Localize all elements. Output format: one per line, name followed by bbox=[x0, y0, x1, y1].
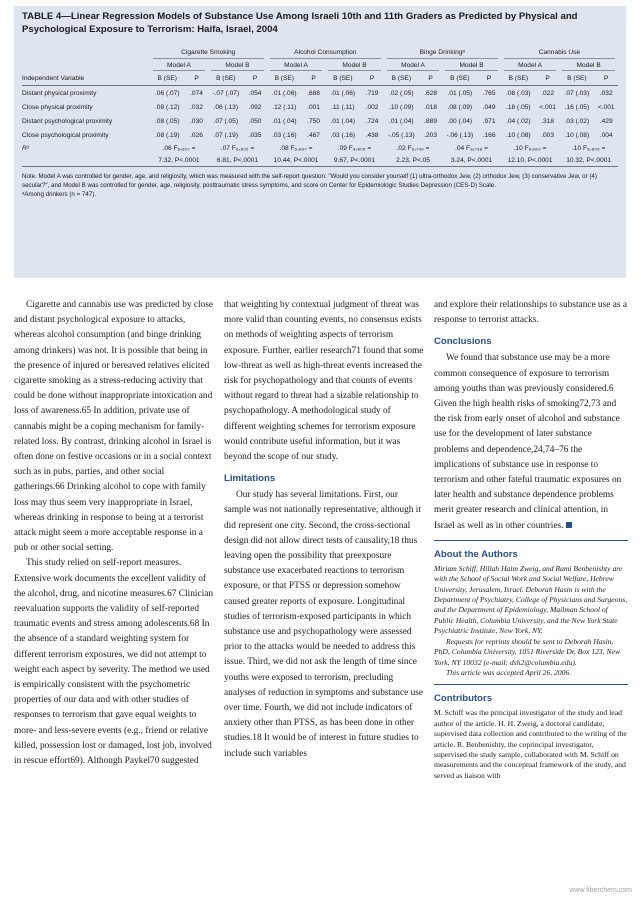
about-authors-heading: About the Authors bbox=[434, 548, 518, 560]
contributors-text: M. Schiff was the principal investigator of the study and lead author of the article. H. H. Zweig, a doctoral candidate, supervised data collection and contributed to the writing of the article. R. Benbenishty, the coprincipal investigator, supervised the study sample, collaborated with M. Schiff on measurements and the conceptual framework of the study, and served as liaison with bbox=[434, 708, 627, 780]
stat-header: P bbox=[243, 72, 266, 86]
model-header: Model B bbox=[325, 60, 384, 72]
table-cell: .08 (.12) bbox=[154, 103, 180, 111]
f-statistic-cell: 10.32, P<.0001 bbox=[559, 154, 618, 167]
paragraph: Cigarette and cannabis use was predicted by close and distant psychological exposure to attacks, whereas alcohol consumption (and binge drinking among drinkers) was not. It is possible that being in the presence of injured or bereaved relatives elicited cigarette smoking as a stress-reducing activity that could be done without inappropriate intoxication and loss of awareness.65 In addition, private use of cannabis might be a coping mechanism for family-related loss. By contrast, drinking alcohol in Israel is often done on festive occasions or in a social context such as in pubs, parties, and other social gatherings.66 Drinking alcohol to cope with family loss may thus seem very inappropriate in Israel, whereas drinking in response to being at a terrorist attack might seem a more acceptable response in a pub or other social setting. bbox=[14, 300, 214, 554]
accepted-text: This article was accepted April 26, 2006. bbox=[446, 667, 572, 677]
table-cell: .08 (.09) bbox=[447, 103, 473, 111]
table-cell: .026 bbox=[190, 131, 203, 139]
table-cell: .050 bbox=[248, 117, 262, 125]
table-cell: .003 bbox=[541, 131, 555, 139]
table-cell: .03 (.16) bbox=[330, 131, 356, 139]
table-cell: .628 bbox=[424, 89, 437, 97]
table-cell: .07 (.05) bbox=[213, 117, 239, 125]
table-cell: .467 bbox=[307, 131, 320, 139]
stat-header: P bbox=[477, 72, 500, 86]
f-statistic-cell: 7.32, P<.0001 bbox=[150, 154, 209, 167]
table-cell: <.001 bbox=[597, 103, 615, 111]
f-statistic-cell: 9.67, P<.0001 bbox=[325, 154, 384, 167]
table-cell: .719 bbox=[365, 89, 379, 97]
model-header: Model A bbox=[384, 60, 443, 72]
table-cell: -.06 (.13) bbox=[446, 131, 474, 139]
table-title: TABLE 4—Linear Regression Models of Substance Use Among Israeli 10th and 11th Graders as Predicted by Physical and Psychological Exposure to Terrorism: Haifa, Israel, 2004 bbox=[22, 11, 578, 35]
table-cell: .10 (.08) bbox=[506, 131, 531, 139]
table-cell: .018 bbox=[424, 103, 437, 111]
r-squared-row bbox=[22, 142, 618, 154]
table-cell: .07 (.03) bbox=[564, 89, 590, 97]
table-cell: .03 (.16) bbox=[272, 131, 297, 139]
stat-header: B (SE) bbox=[442, 72, 477, 86]
table-cell: .030 bbox=[190, 117, 203, 125]
table-cell: .032 bbox=[190, 103, 203, 111]
table-cell: .166 bbox=[482, 131, 496, 139]
watermark: www.fiberchem.com bbox=[569, 887, 632, 894]
stat-header: P bbox=[419, 72, 442, 86]
article-column-1 bbox=[14, 298, 214, 769]
model-header: Model B bbox=[208, 60, 267, 72]
model-header: Model B bbox=[442, 60, 501, 72]
table-row bbox=[22, 114, 618, 128]
paragraph: This study relied on self-report measures. Extensive work documents the excellent validity of the alcohol, drug, and nicotine measures.67 Clinician reevaluation supports the validity of self-reported traumatic events and stress among adolescents.68 In the absence of a standard weighting system for different terrorism exposures, we did not attempt to weight each aspect by severity. The method we used is empirically consistent with the psychometric properties of our data and with other studies of responses to terrorism that gave equal weights to more- and less-severe events (e.g., friend or relative killed, possession lost or damaged, lost job, involved in rescue effort69). Although Paykel70 suggested bbox=[14, 558, 214, 767]
stat-header: P bbox=[360, 72, 383, 86]
table-cell: <.001 bbox=[539, 103, 556, 111]
table-footnote: ᵃAmong drinkers (n = 747). bbox=[22, 191, 97, 198]
table-cell: .889 bbox=[424, 117, 437, 125]
f-statistic-cell: 10.44, P<.0001 bbox=[267, 154, 326, 167]
table-cell: .049 bbox=[482, 103, 496, 111]
table-cell: .438 bbox=[365, 131, 379, 139]
r-squared-cell: .06 F₆,₈₀₇ = bbox=[162, 144, 196, 152]
regression-table-box bbox=[14, 6, 626, 278]
table-cell: .06 (.13) bbox=[213, 103, 239, 111]
stat-header: B (SE) bbox=[150, 72, 185, 86]
model-header: Model B bbox=[559, 60, 618, 72]
table-cell: .02 (.05) bbox=[389, 89, 414, 97]
regression-table bbox=[22, 48, 618, 167]
conclusions-heading: Conclusions bbox=[434, 336, 492, 348]
table-cell: .11 (.11) bbox=[331, 103, 355, 111]
stat-header: P bbox=[594, 72, 618, 86]
model-header: Model A bbox=[150, 60, 209, 72]
variable-label: Close psychological proximity bbox=[22, 131, 109, 139]
model-header: Model A bbox=[501, 60, 560, 72]
table-cell: .765 bbox=[482, 89, 496, 97]
outcome-header: Alcohol Consumption bbox=[267, 48, 384, 60]
table-cell: .04 (.02) bbox=[506, 117, 531, 125]
stat-header: B (SE) bbox=[267, 72, 302, 86]
r-squared-label: R² bbox=[22, 144, 29, 152]
stat-header: B (SE) bbox=[501, 72, 536, 86]
table-body bbox=[22, 86, 618, 143]
r-squared-cell: .09 F₈,₈₀₅ = bbox=[337, 144, 372, 152]
table-cell: .022 bbox=[541, 89, 555, 97]
article-column-3 bbox=[434, 298, 628, 781]
table-cell: .035 bbox=[248, 131, 262, 139]
table-cell: .01 (.04) bbox=[389, 117, 414, 125]
outcome-header: Binge Drinkingᵃ bbox=[384, 48, 501, 60]
table-row bbox=[22, 128, 618, 142]
outcome-header: Cigarette Smoking bbox=[150, 48, 267, 60]
r-squared-cell: .02 F₆,₇₄₀ = bbox=[396, 144, 430, 152]
article-column-2 bbox=[224, 298, 424, 762]
table-cell: .092 bbox=[248, 103, 262, 111]
table-row bbox=[22, 100, 618, 114]
stat-header: B (SE) bbox=[325, 72, 360, 86]
table-cell: .16 (.05) bbox=[564, 103, 590, 111]
r-squared-cell: .04 F₈,₇₃₈ = bbox=[455, 144, 489, 152]
paragraph: that weighting by contextual judgment of threat was more valid than counting events, no consensus exists on methods of weighting aspects of terrorism exposure. Further, earlier research71 found that some low-threat as well as high-threat events increased the risk for psychopathology and that counts of events without regard to threat had a sizable relationship to psychopathology. A methodological study of different weighting schemes for terrorism exposure would contribute useful information, but it was beyond the scope of our study. bbox=[224, 300, 424, 463]
table-cell: .00 (.04) bbox=[447, 117, 473, 125]
table-cell: .01 (.05) bbox=[447, 89, 473, 97]
r-squared-cell: .07 F₈,₈₀₅ = bbox=[220, 144, 255, 152]
stat-header: P bbox=[185, 72, 208, 86]
variable-label: Distant psychological proximity bbox=[22, 117, 113, 125]
table-cell: .971 bbox=[482, 117, 496, 125]
model-header: Model A bbox=[267, 60, 326, 72]
table-cell: .203 bbox=[424, 131, 437, 139]
conclusions-text: We found that substance use may be a more common consequence of exposure to terrorism among youths than was previously considered.6 Given the high health risks of smoking72,73 and the risk from early onset of alcohol and substance use for the development of later substance problems and dependence,24,74–76 the implications of substance use in response to terrorism and other fateful traumatic exposures on later health and substance dependence problems merit greater research and clinical attention, in Israel as well as in other countries. bbox=[434, 353, 622, 531]
table-cell: .054 bbox=[248, 89, 262, 97]
paragraph: and explore their relationships to substance use as a response to terrorist attacks. bbox=[434, 300, 628, 326]
limitations-paragraph: Our study has several limitations. First, our sample was not nationally representative, although it did represent one city. Second, the cross-sectional design did not allow direct tests of causality,18 thus leaving open the possibility that preexposure substance use exacerbated reactions to terrorism exposure, or that PTSS or depression somehow caused greater reports of exposure. Longitudinal studies of terrorism-exposed participants in which substance use and psychopathology were assessed prior to the attacks would be needed to address this issue. Third, we did not ask the length of time since youths were exposed to terrorism, precluding analyses of reduction in symptoms and substance use over time. Fourth, we did not include indicators of anxiety other than PTSS, as has been done in other studies.18 It would be of interest in future studies to include such variables bbox=[224, 490, 424, 759]
table-cell: .07 (.19) bbox=[213, 131, 239, 139]
stat-header: B (SE) bbox=[384, 72, 419, 86]
table-cell: .032 bbox=[599, 89, 613, 97]
r-squared-cell: .08 F₆,₈₀₇ = bbox=[279, 144, 313, 152]
outcome-header: Cannabis Use bbox=[501, 48, 618, 60]
table-cell: .03 (.02) bbox=[564, 117, 590, 125]
table-cell: .074 bbox=[190, 89, 203, 97]
table-cell: .01 (.06) bbox=[330, 89, 356, 97]
table-cell: .01 (.04) bbox=[330, 117, 356, 125]
f-statistic-cell: 3.24, P<.0001 bbox=[442, 154, 501, 167]
row-header: Independent Variable bbox=[22, 72, 150, 86]
r-squared-cell: .10 F₈,₈₀₅ = bbox=[571, 144, 606, 152]
table-cell: .429 bbox=[599, 117, 613, 125]
stat-header: B (SE) bbox=[208, 72, 243, 86]
table-cell: .01 (.04) bbox=[272, 117, 297, 125]
table-cell: -.07 (.07) bbox=[212, 89, 240, 97]
f-statistic-cell: 2.23, P<.05 bbox=[384, 154, 443, 167]
table-cell: .724 bbox=[365, 117, 379, 125]
table-cell: .002 bbox=[365, 103, 379, 111]
table-cell: .01 (.06) bbox=[272, 89, 297, 97]
f-statistic-row bbox=[22, 154, 618, 167]
table-cell: .08 (.05) bbox=[154, 117, 180, 125]
table-cell: .18 (.05) bbox=[506, 103, 531, 111]
table-cell: .001 bbox=[307, 103, 320, 111]
conclusions-paragraph bbox=[434, 351, 628, 533]
end-of-article-square-icon bbox=[566, 522, 572, 528]
table-cell: .688 bbox=[307, 89, 320, 97]
divider bbox=[434, 684, 628, 685]
table-cell: .12 (.11) bbox=[272, 103, 297, 111]
table-note bbox=[22, 172, 618, 199]
stat-header: P bbox=[536, 72, 559, 86]
limitations-heading: Limitations bbox=[224, 473, 276, 485]
table-cell: .004 bbox=[599, 131, 613, 139]
table-cell: .318 bbox=[541, 117, 555, 125]
table-cell: -.05 (.13) bbox=[387, 131, 415, 139]
f-statistic-cell: 6.81, P<.0001 bbox=[208, 154, 267, 167]
table-cell: .06 (.07) bbox=[154, 89, 180, 97]
about-authors-text: Miriam Schiff, Hillah Haim Zweig, and Rami Benbenishty are with the School of Social Work and Social Welfare, Hebrew University, Jerusalem, Israel. Deborah Hasin is with the Department of Psychiatry, College of Physicians and Surgeons, and the Department of Epidemiology, Mailman School of Public Health, Columbia University, and the New York State Psychiatric Institute, New York, NY. bbox=[434, 563, 628, 636]
table-cell: .08 (.03) bbox=[506, 89, 531, 97]
table-row bbox=[22, 86, 618, 101]
contributors-heading: Contributors bbox=[434, 693, 493, 705]
f-statistic-cell: 12.10, P<.0001 bbox=[501, 154, 560, 167]
table-cell: .10 (.08) bbox=[564, 131, 590, 139]
table-cell: .10 (.09) bbox=[389, 103, 414, 111]
divider bbox=[434, 540, 628, 541]
stat-header: B (SE) bbox=[559, 72, 594, 86]
stat-header: P bbox=[302, 72, 325, 86]
table-cell: .750 bbox=[307, 117, 320, 125]
table-note-text: Note. Model A was controlled for gender, age, and religiosity, which was measured with the self-report question: "Would you consider yourself (1) ultra-orthodox Jew, (2) orthodox Jew, (3) conservative Jew, or (4) secular?", and Model B was controlled for gender, age, religiosity, posttraumatic stress symptoms, and score on Center for Epidemiologic Studies Depression (CES-D) Scale. bbox=[22, 173, 597, 189]
variable-label: Distant physical proximity bbox=[22, 89, 97, 97]
variable-label: Close physical proximity bbox=[22, 103, 93, 111]
table-cell: .08 (.19) bbox=[154, 131, 180, 139]
r-squared-cell: .10 F₆,₈₀₇ = bbox=[513, 144, 547, 152]
reprints-text: Requests for reprints should be sent to Deborah Hasin, PhD, Columbia University, 1051 Riverside Dr, Box 123, New York, NY 10032 (e-mail: dsh2@columbia.edu). bbox=[434, 636, 621, 667]
